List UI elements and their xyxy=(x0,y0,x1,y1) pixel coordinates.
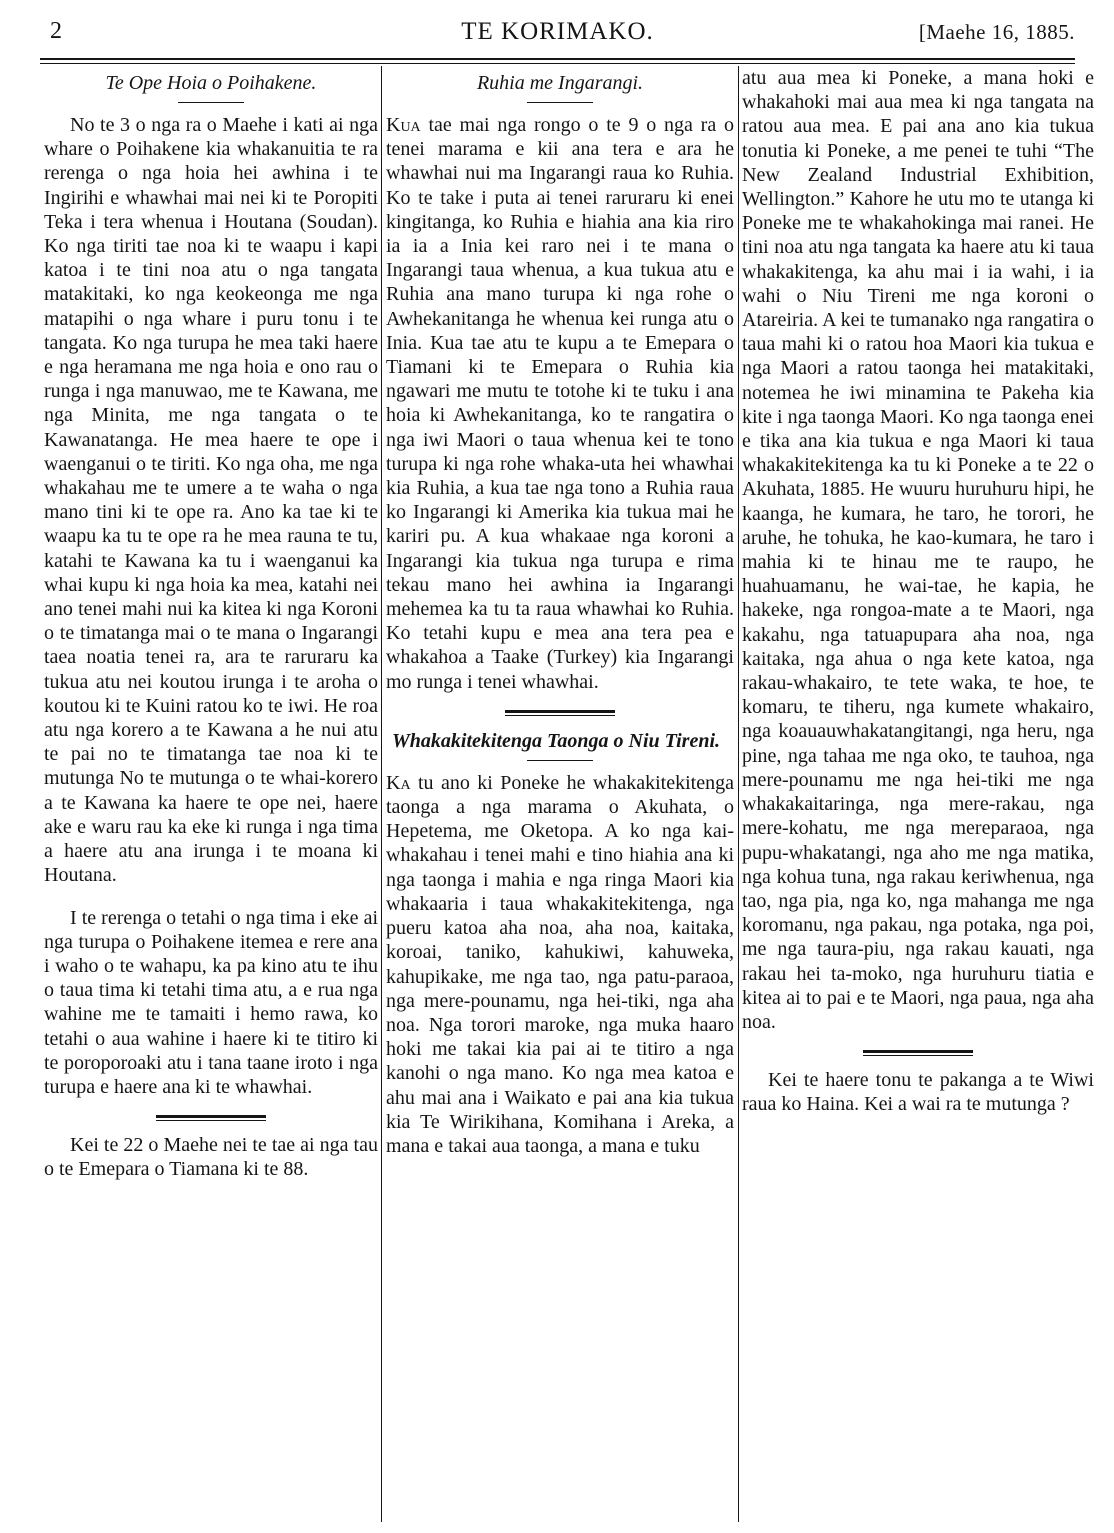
lead-word: Kua xyxy=(386,114,421,136)
article-paragraph: Kei te haere tonu te pakanga a te Wiwi raua ko Haina. Kei a wai ra te mutunga ? xyxy=(742,1069,1094,1116)
article-paragraph: No te 3 o nga ra o Maehe i kati ai nga whare o Poihakene kia whakanuitia te ra rerenga o nga hoia hei awhina i te Ingirihi e whawhai mai nei ki te Poropiti Teka i tera whenua i Houtana (Soudan). Ko nga tiriti tae noa ki te waapu i kapi katoa i te tini noa atu o nga tangata matakitaki, ko nga keokeonga me nga matapihi o nga whare i puru tonu i te tangata. Ko nga turupa he mea taki haere e nga heramana me nga hoia e ono rau o runga i nga manuwao, me te Kawana, me nga Minita, me nga tangata o te Kawanatanga. He mea haere te ope i waenganui o te tiriti. Ko nga oha, me nga whakahau me te umere a te waha o nga mano tini ki te ope ra. Ano ka tae ki te waapu ka tu te ope ra he mea rauna te tu, katahi te Kawana ka tu i waenganui ka whai kupu ki nga hoia ka mea, katahi nei ano tenei mahi nui ka kitea ki nga Koroni o te timatanga mai o te mana o Ingarangi taea noatia tenei ra, ara te raruraru ka tukua atu nei koutou irunga i te aroha o koutou ki te Kuini ratou ko te iwi. He roa atu nga korero a te Kawana a he nui atu te pai no te timatanga tae noa ki te mutunga No te mutunga o te whai-korero a te Kawana ka haere te ope nei, haere ake e waru rau ka eke ki runga i nga tima a haere atu ana irunga i te moana ki Houtana. xyxy=(44,114,378,887)
lead-word: Ka xyxy=(386,771,411,794)
article-paragraph-continued: atu aua mea ki Poneke, a mana hoki e whakahoki mai aua mea ki nga tangata na ratou aua mea. E pai ana ano kia tukua tonutia ki Poneke, a me penei te tuhi “The New Zealand Industrial Exhibition, Wellington.” Kahore he utu mo te utanga ki Poneke me te whakahokinga mai ranei. He tini noa atu nga tangata ka haere atu ki taua whakakitenga, ka ahu mai i ia wahi, i ia wahi o Niu Tireni me nga koroni o Atareiria. A kei te tumanako nga rangatira o taua mahi ki o ratou hoa Maori kia tukua e nga Maori a ratou taonga hei matakitaki, notemea he iwi minamina te Pakeha kia kite i nga taonga Maori. Ko nga taonga enei e tika ana kia tukua e nga Maori ki taua whakakitekitenga ka tu ki Poneke a te 22 o Akuhata, 1885. He wuuru huruhuru hipi, he kaanga, he kumara, he taro, he torori, he aruhe, he tohuka, he kao-kumara, he taro i mahia ki te hinau me te raupo, he huahuamanu, he wai-tae, he kapia, he hakeke, nga rongoa-mate a te Maori, nga kakahu, nga tatuapupara aha noa, nga kaitaka, nga ahua o nga kete katoa, nga rakau-whakairo, te tete waka, te hoe, te komaru, te tiheru, nga kumete whakairo, nga koauauwhakatangitangi, nga heru, nga pine, nga tahaa me nga oko, te tauhoa, nga mere-pounamu me nga hei-tiki me nga whakakaitaringa, nga mere-rakau, nga mere-kohatu, me nga mereparaoa, nga pupu-whakatangi, nga aho me nga matika, nga kohua tuna, nga rakau keriwhenua, nga tao, nga pia, nga ko, nga mahanga me nga koromanu, nga pakau, nga potaka, nga poi, me nga taura-piu, nga rakau kauati, nga rakau hei ta-moko, nga huruhuru tiatia e kitea ai to pai e te Maori, nga paua, nga aha noa. xyxy=(742,67,1094,1033)
newspaper-title: TE KORIMAKO. xyxy=(461,18,654,45)
page-number: 2 xyxy=(50,18,62,44)
heading-rule xyxy=(178,102,244,103)
heading-rule xyxy=(527,760,593,761)
issue-date: [Maehe 16, 1885. xyxy=(918,20,1075,44)
article-paragraph: I te rerenga o tetahi o nga tima i eke ai nga turupa o Poihakene itemea e rere ana i waho o te wahapu, ka pa kino atu te ihu o taua tima ki tetahi tima atu, a e rua nga wahine me te tamaiti i hemo rawa, ko tetahi o aua wahine i haere ki te titiro ki te poroporoaki atu i tana taane iroto i nga turupa e haere ana ki te whawhai. xyxy=(44,906,378,1098)
article-heading-exhibition: Whakakitekitenga Taonga o Niu Tireni. xyxy=(392,729,721,752)
column-2 xyxy=(386,66,734,1522)
paragraph-body: tae mai nga rongo o te 9 o nga ra o tenei marama e kii ana tera e ara he whawhai nui ma Ingarangi raua ko Ruhia. Ko te take i puta ai tenei raruraru ki enei kingitanga, ko Ruhia e hiahia ana kia riro ia ia a Inia kei raro nei i te mana o Ingarangi taua whenua, a kua tukua atu e Ruhia ana mano turupa ki nga rohe o Awhekanitanga he whenua kei runga atu o Inia. Kua tae atu te kupu a te Emepara o Tiamani ki te Emepara o Ruhia kia ngawari me mutu te totohe ki te tuku i ana hoia ki Awhekanitanga, ko te rangatira o nga iwi Maori o taua whenua kei te tono turupa ki nga rohe whaka-uta hei whawhai kia Ruhia, a kua tae nga tono a Ruhia raua ko Ingarangi ki Amerika kia tukua mai he kariri pu. A kua whakaae nga koroni a Ingarangi kia tukua nga turupa e rima tekau mano hei awhina ia Ingarangi mehemea ka tu ta raua whawhai ko Ruhia. Ko tetahi kupu e mea ana tera pea e whakahoa a Taake (Turkey) kia Ingarangi mo runga i tenei whawhai. xyxy=(386,114,734,693)
article-paragraph xyxy=(386,113,734,694)
column-1 xyxy=(44,66,378,1522)
section-divider xyxy=(863,1050,973,1056)
header-rule-thick xyxy=(40,58,1075,60)
column-divider xyxy=(381,66,382,1522)
section-divider xyxy=(505,710,615,716)
column-3 xyxy=(742,66,1094,1522)
header-rule-thin xyxy=(40,63,1075,64)
article-heading-ruhia: Ruhia me Ingarangi. xyxy=(476,72,644,94)
section-divider xyxy=(156,1115,266,1121)
column-divider xyxy=(738,66,739,1522)
article-paragraph: Kei te 22 o Maehe nei te tae ai nga tau o te Emepara o Tiamana ki te 88. xyxy=(44,1134,378,1181)
article-heading-poihakene: Te Ope Hoia o Poihakene. xyxy=(105,72,317,94)
paragraph-gap xyxy=(44,888,378,906)
paragraph-body: tu ano ki Poneke he whakakitekitenga taonga a nga marama o Akuhata, o Hepetema, me Oketopa. A ko nga kai-whakahau i tenei mahi e tino hiahia ana ki nga taonga i mahia e nga ringa Maori kia whakaaria i taua whakakitekitenga, nga pueru katoa aha noa, aha noa, kaitaka, koroai, taniko, kahukiwi, kahuweka, kahupikake, me nga tao, nga patu-paraoa, nga mere-pounamu, nga hei-tiki, nga aha noa. Nga torori maroke, nga muka haaro hoki me takai kia pai ai te titiro a nga kanohi o nga mano. Ko nga mea katoa e ahu mai ana i Waikato e pai ana kia tukua kia Te Wirikihana, Komihana i Areka, a mana e takai aua taonga, a mana e tuku xyxy=(386,771,734,1157)
masthead xyxy=(40,18,1075,52)
heading-rule xyxy=(527,102,593,103)
article-paragraph xyxy=(386,771,734,1158)
